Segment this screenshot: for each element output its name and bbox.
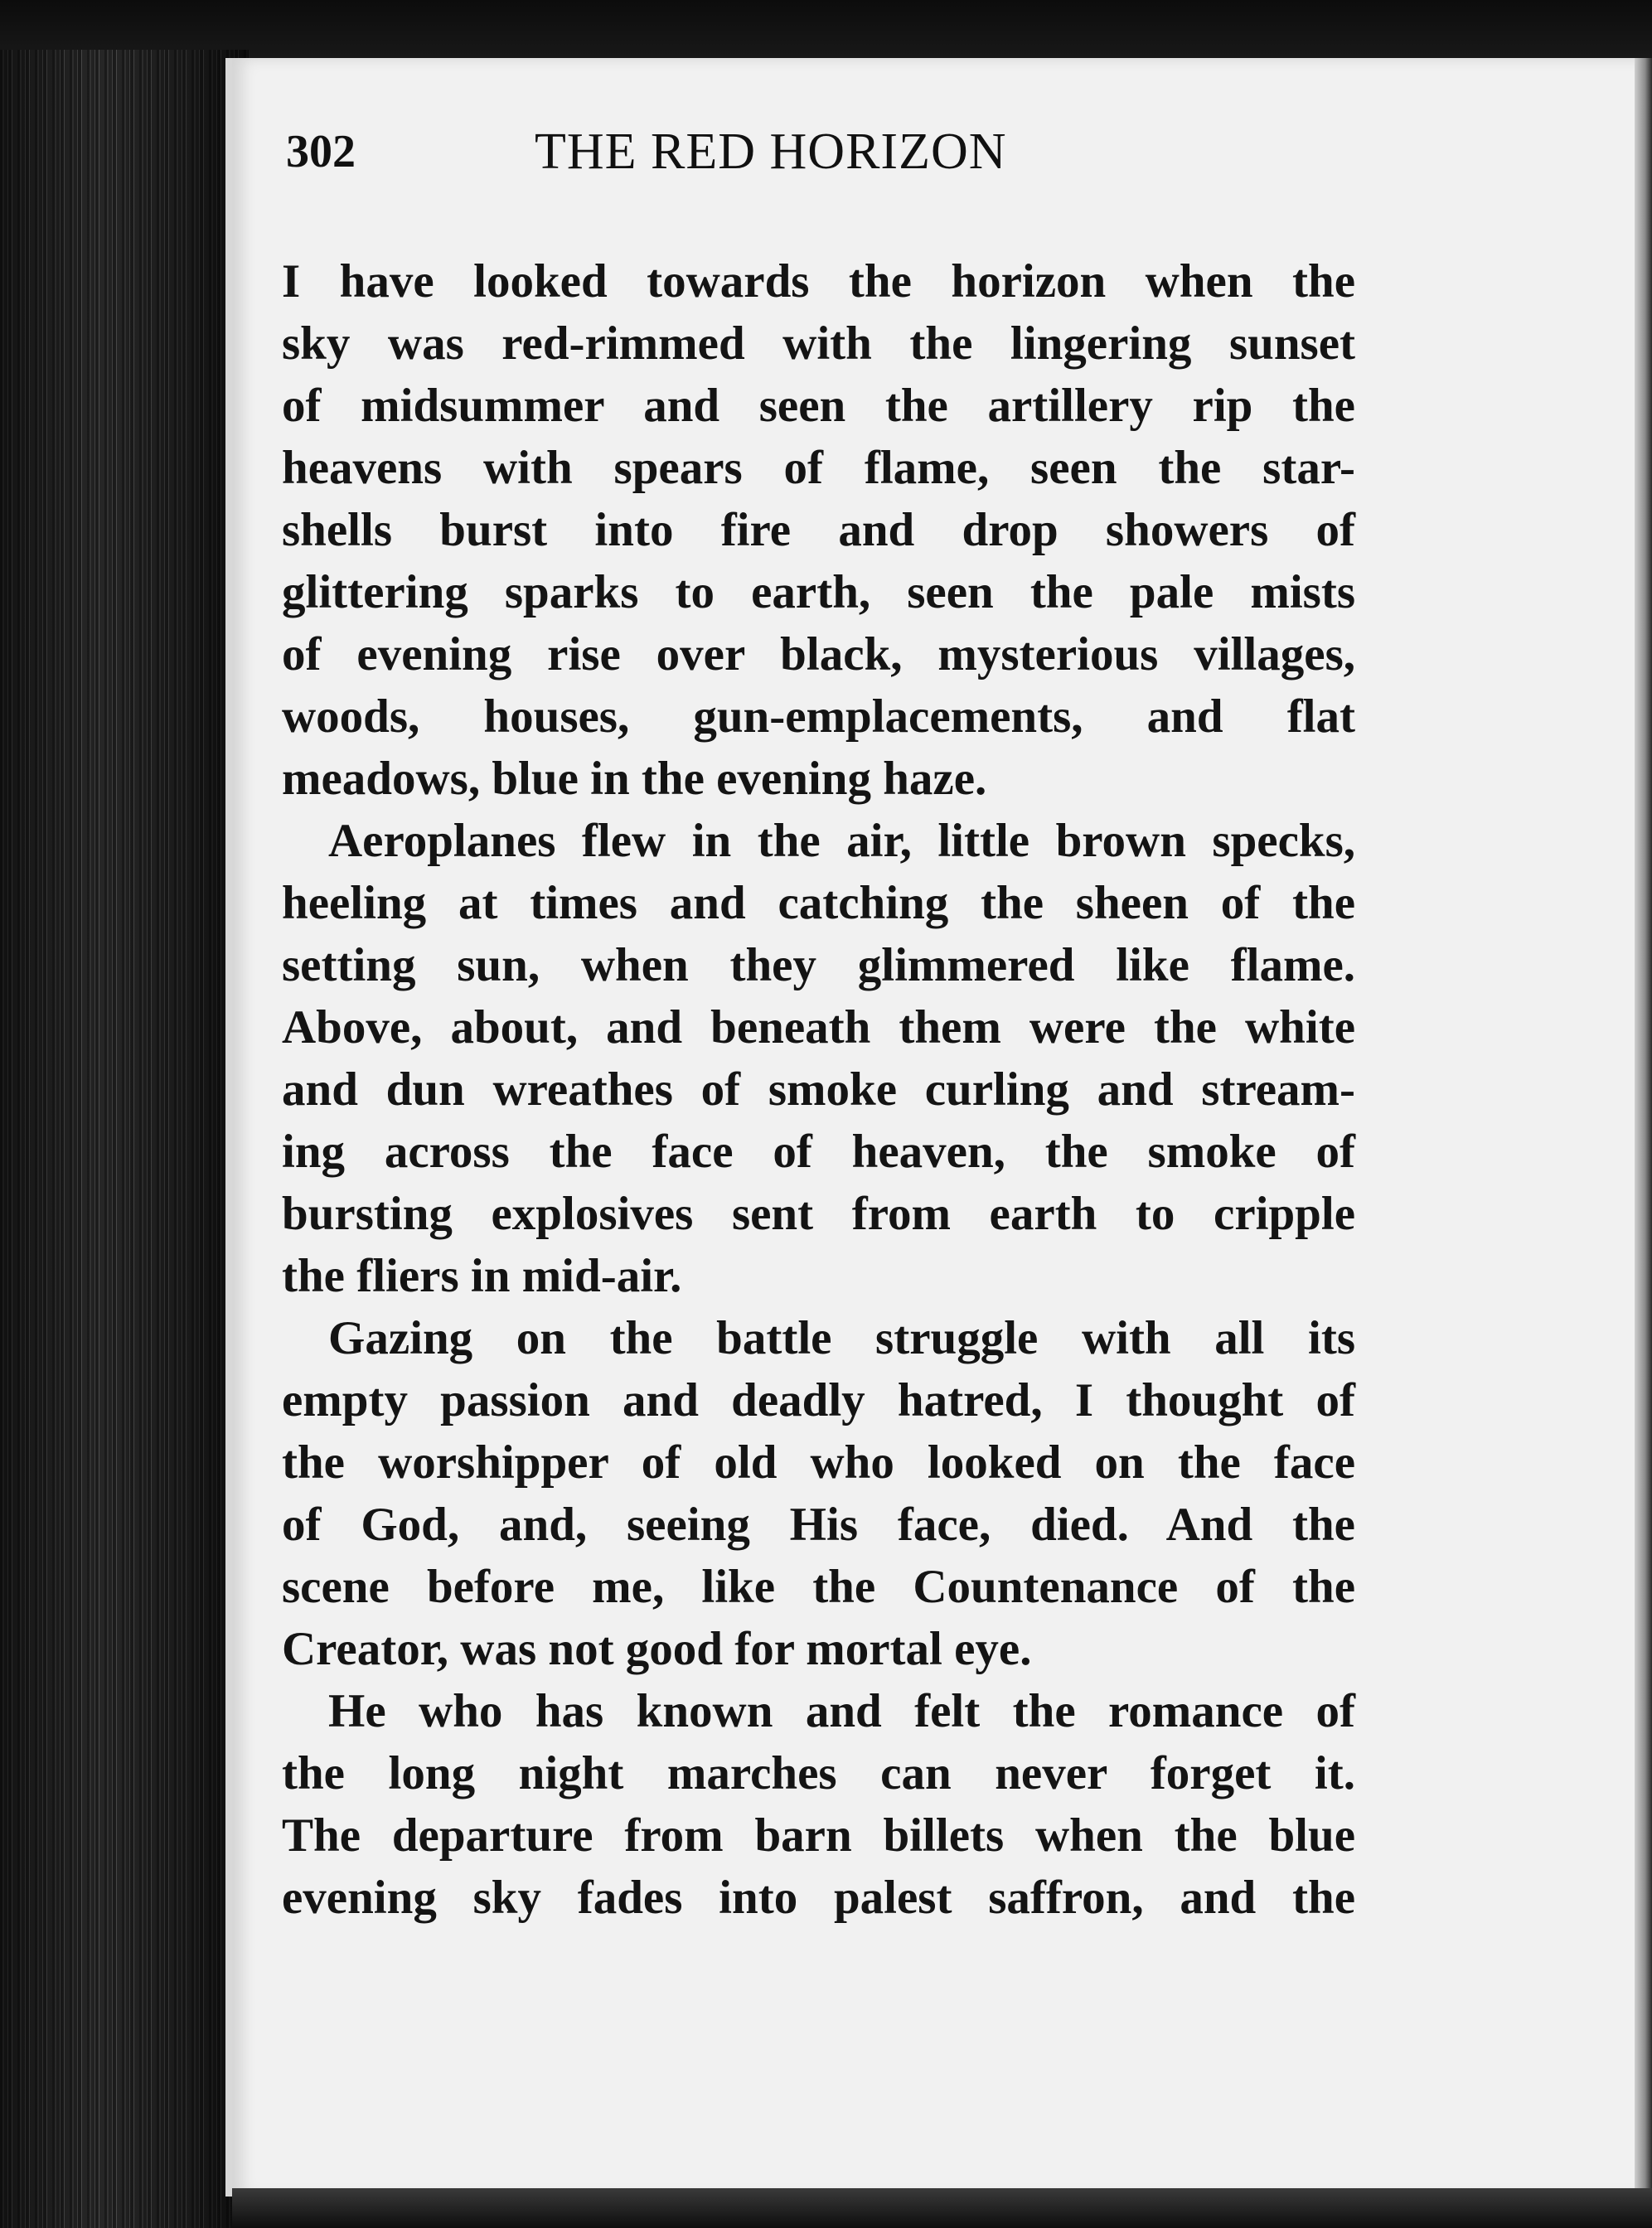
text-line: shells burst into fire and drop showers of [282, 504, 1355, 556]
paragraph [282, 810, 1355, 1307]
text-line: of midsummer and seen the artillery rip the [282, 380, 1355, 432]
text-line: setting sun, when they glimmered like flame. [282, 939, 1355, 991]
text-line: the worshipper of old who looked on the face [282, 1436, 1355, 1489]
text-line: of evening rise over black, mysterious villages, [282, 628, 1355, 681]
text-line: the fliers in mid-air. [282, 1250, 682, 1302]
paragraph [282, 1307, 1355, 1680]
text-line: bursting explosives sent from earth to cripple [282, 1188, 1355, 1240]
text-line: ing across the face of heaven, the smoke of [282, 1126, 1355, 1178]
text-line: sky was red-rimmed with the lingering sunset [282, 317, 1355, 370]
text-line: the long night marches can never forget it. [282, 1747, 1355, 1799]
text-line: Above, about, and beneath them were the white [282, 1001, 1355, 1053]
page-bottom-edge [232, 2188, 1652, 2228]
text-line: The departure from barn billets when the blue [282, 1809, 1355, 1862]
text-line: I have looked towards the horizon when the [282, 255, 1355, 308]
body-text [282, 250, 1355, 1929]
text-line: Gazing on the battle struggle with all its [328, 1312, 1355, 1364]
text-line: evening sky fades into palest saffron, and the [282, 1872, 1355, 1924]
text-line: woods, houses, gun-emplacements, and flat [282, 690, 1355, 743]
page-right-edge [1635, 58, 1652, 2197]
paragraph [282, 1680, 1355, 1929]
text-line: and dun wreathes of smoke curling and stream- [282, 1063, 1355, 1116]
text-line: of God, and, seeing His face, died. And the [282, 1499, 1355, 1551]
running-head: THE RED HORIZON [535, 124, 1007, 180]
page-number: 302 [286, 126, 356, 177]
spine-shadow [0, 50, 249, 2228]
text-line: empty passion and deadly hatred, I thought of [282, 1374, 1355, 1426]
text-line: heeling at times and catching the sheen of the [282, 877, 1355, 929]
text-line: meadows, blue in the evening haze. [282, 753, 987, 805]
text-line: He who has known and felt the romance of [328, 1685, 1355, 1737]
text-line: heavens with spears of flame, seen the star- [282, 442, 1355, 494]
page-header [286, 119, 1339, 193]
paragraph [282, 250, 1355, 810]
text-line: Aeroplanes flew in the air, little brown specks, [328, 815, 1355, 867]
text-line: glittering sparks to earth, seen the pale mists [282, 566, 1355, 618]
text-line: scene before me, like the Countenance of the [282, 1561, 1355, 1613]
text-line: Creator, was not good for mortal eye. [282, 1623, 1032, 1675]
